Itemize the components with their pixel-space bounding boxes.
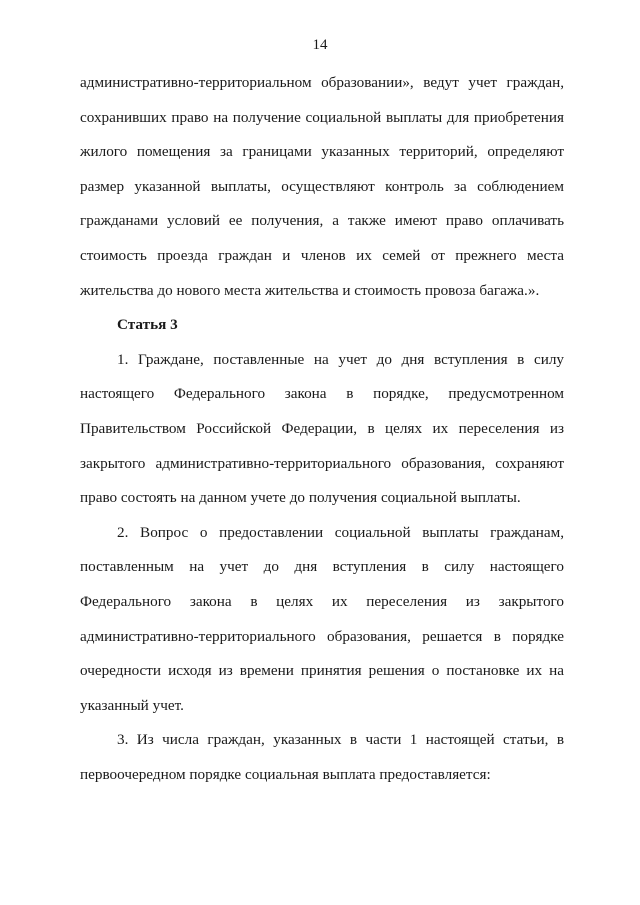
article-paragraph-2: 2. Вопрос о предоставлении социальной выплаты гражданам, поставленным на учет до дня вступления в силу настоящего Федерального закона в целях их переселения из закрытого административно-территориального образования, решается в порядке очередности исходя из времени принятия решения о постановке их на указанный учет. — [80, 523, 564, 714]
continuation-line-7: жительства до нового места жительства и стоимость провоза багажа.». — [80, 281, 540, 299]
page-number: 14 — [312, 37, 328, 53]
continuation-line-5: гражданами условий ее получения, а также имеют право оплачивать — [80, 212, 564, 230]
continuation-line-4: размер указанной выплаты, осуществляют контроль за соблюдением — [80, 177, 564, 195]
continuation-line-3: жилого помещения за границами указанных территорий, определяют — [80, 143, 564, 161]
continuation-line-6: стоимость проезда граждан и членов их семей от прежнего места — [80, 246, 564, 264]
continuation-paragraph — [80, 66, 564, 308]
continuation-line-2: сохранивших право на получение социальной выплаты для приобретения — [80, 108, 564, 126]
article-heading: Статья 3 — [117, 316, 178, 334]
page-content — [80, 66, 564, 792]
continuation-line-1: административно-территориальном образовании», ведут учет граждан, — [80, 74, 564, 91]
article-paragraph-3: 3. Из числа граждан, указанных в части 1 настоящей статьи, в первоочередном порядке социальная выплата предоставляется: — [80, 731, 564, 783]
article-paragraph-1: 1. Граждане, поставленные на учет до дня вступления в силу настоящего Федерального закона в порядке, предусмотренном Правительством Российской Федерации, в целях их переселения из закрытого административно-территориального образования, сохраняют право состоять на данном учете до получения социальной выплаты. — [80, 350, 564, 507]
